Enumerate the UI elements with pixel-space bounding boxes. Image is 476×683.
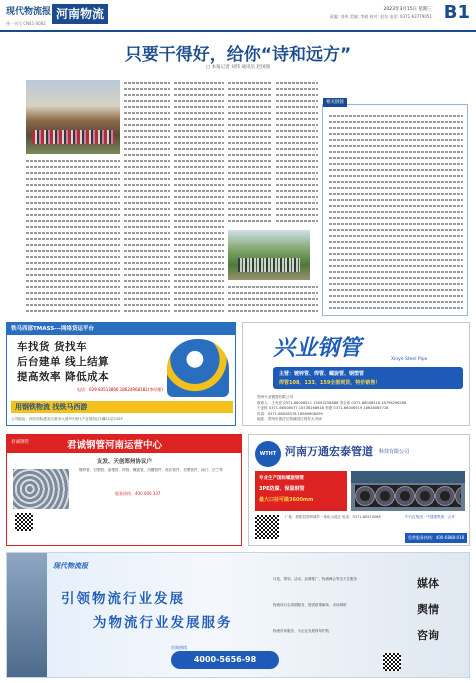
xdwl-brand-media: 媒体 bbox=[417, 577, 439, 590]
xdwl-hotline[interactable]: 4000-5656-98 bbox=[171, 651, 279, 669]
qr-code-icon[interactable] bbox=[383, 653, 401, 671]
masthead bbox=[0, 0, 476, 32]
xinye-product-bar bbox=[273, 367, 463, 389]
xdwl-service-desc: 物流项目全周期服务，提供政策解读、市场调研 bbox=[273, 603, 347, 607]
horse-mascot-icon bbox=[167, 339, 229, 397]
related-links-text bbox=[329, 113, 463, 311]
article-column bbox=[276, 80, 318, 226]
xdwl-brand-opinion: 舆情 bbox=[417, 603, 439, 616]
page-number: B1 bbox=[443, 2, 470, 23]
xdwl-service-desc: 评选、策划、活动、品牌推广、物流峰会等全方位服务 bbox=[273, 577, 357, 581]
xdwl-tag: 现代物流报 bbox=[53, 562, 88, 570]
wantong-banner-line: 3PE防腐、保温钢管 bbox=[259, 486, 305, 492]
section-title: 河南物流 bbox=[52, 4, 108, 24]
article-column bbox=[124, 80, 170, 316]
tmass-slogan-bar: 用钢铁物流 找铁马西游 bbox=[11, 401, 233, 413]
wantong-partners: 中石化集团 · 中通建集团 · 合作 bbox=[405, 515, 455, 519]
junch-pipe-ad[interactable] bbox=[6, 434, 242, 546]
article-column bbox=[228, 80, 272, 226]
wantong-logo: WTHT bbox=[255, 441, 281, 467]
tmass-slogan: 后台建单 线上结算 bbox=[17, 356, 110, 368]
wantong-company-suffix: 科技有限公司 bbox=[379, 449, 410, 455]
tmass-header: 铁马西部TMASS---网络货运平台 bbox=[7, 323, 236, 335]
tmass-slogan: 提高效率 降低成本 bbox=[17, 371, 110, 383]
group-photo-tourists bbox=[26, 80, 120, 154]
wantong-banner bbox=[255, 471, 347, 511]
wantong-contact: 厂址：原阳县郑州城乡一体化示范区 电话：0371-60570066 bbox=[285, 515, 381, 519]
article-column bbox=[228, 284, 318, 316]
xinye-company: 郑州兴业钢管有限公司 bbox=[257, 395, 293, 399]
xdwl-slogan-2: 为物流行业发展服务 bbox=[93, 615, 233, 631]
junch-header bbox=[7, 435, 242, 453]
spiral-pipes-image bbox=[351, 471, 465, 511]
xinye-contact-line: 联系人：王亮亮 0371-66008511 15093258888 李全伟 0371-66008518 18796296288 bbox=[257, 400, 407, 405]
xdwl-service-desc: 物流咨询服务，为企业发展保驾护航 bbox=[273, 629, 329, 633]
junch-hotline: 服务热线：400 000 337 bbox=[115, 491, 161, 496]
paper-registration: 统一刊号 CN41-0082 bbox=[6, 21, 46, 26]
tmass-address: 公司地址：西安国际港务区港务大道9号现代产业园西区1幢21层2105 bbox=[11, 417, 123, 421]
wantong-banner-line: 专业生产国标螺旋钢管 bbox=[259, 476, 304, 481]
related-links-box bbox=[322, 100, 468, 316]
xinye-brand-name: 兴业钢管 bbox=[273, 335, 362, 361]
xinye-brand-en: Xinye Steel Pipe bbox=[391, 357, 428, 362]
qr-code-icon[interactable] bbox=[15, 513, 33, 531]
related-links-title: 相关链接 bbox=[323, 98, 347, 107]
xinye-fax: 传真：0371-66008578 18569808099 bbox=[257, 411, 323, 416]
article-headline: 只要干得好，给你“诗和远方” bbox=[124, 45, 352, 65]
issue-date: 2023年3月15日 星期三 bbox=[383, 7, 432, 12]
modern-logistics-ad[interactable] bbox=[6, 552, 470, 678]
city-buildings-image bbox=[7, 553, 47, 678]
editor-info: 责编: 刘伟 美编: 李斌 校对: 赵东 电话: 0371-63779051 bbox=[329, 14, 432, 19]
xinye-steel-ad[interactable] bbox=[242, 322, 470, 426]
article-column bbox=[26, 158, 120, 316]
xdwl-hotline-label: 咨询热线 bbox=[171, 645, 187, 650]
tmass-slogan: 车找货 货找车 bbox=[17, 341, 88, 353]
junch-logo: 君诚钢管 bbox=[11, 440, 29, 445]
article-column bbox=[174, 80, 224, 316]
qr-code-icon[interactable] bbox=[255, 515, 279, 539]
xinye-contact bbox=[257, 395, 462, 423]
wantong-pipe-ad[interactable] bbox=[248, 434, 470, 546]
junch-tagline: 友发、天创郑州协议户 bbox=[97, 459, 153, 465]
xinye-main-products: 主营：镀锌管、焊管、螺旋管、钢塑管 bbox=[279, 371, 365, 377]
group-photo-outdoor bbox=[228, 230, 310, 280]
junch-center-name: 君诚钢管河南运营中心 bbox=[67, 440, 163, 451]
xdwl-brand-consult: 咨询 bbox=[417, 629, 439, 642]
wantong-name: 河南万通宏泰管道 bbox=[285, 445, 373, 458]
paper-logo: 现代物流报 bbox=[6, 7, 52, 17]
xdwl-slogan-1: 引领物流行业发展 bbox=[61, 591, 185, 607]
article-byline: □ 本报记者 刘伟 通讯员 赵国强 bbox=[206, 65, 270, 70]
wantong-banner-line: 最大口径可做3600mm bbox=[259, 497, 314, 503]
steel-pipes-image bbox=[13, 469, 69, 509]
xinye-address: 地址：郑州市惠济区物流园区管材大市场 bbox=[257, 417, 322, 421]
junch-products: 镀锌管、衬塑管、涂塑管、焊管、螺旋管、沟槽管件、丝扣管件、衬塑管件、阀门、法兰等 bbox=[79, 468, 223, 472]
tmass-phone: 电话：029-83513866 18624968182(李经理) bbox=[77, 387, 163, 392]
tmass-ad[interactable] bbox=[6, 322, 236, 426]
wantong-service-hotline: 免费服务热线：400-6888-018 bbox=[405, 533, 467, 543]
xinye-promo: 焊管108、133、159全部到货，特价销售！ bbox=[279, 380, 381, 386]
xinye-contact-line: 于亚栋 0371-66008577 18738168618 李建 0371-66008519 18638085718 bbox=[257, 406, 389, 410]
